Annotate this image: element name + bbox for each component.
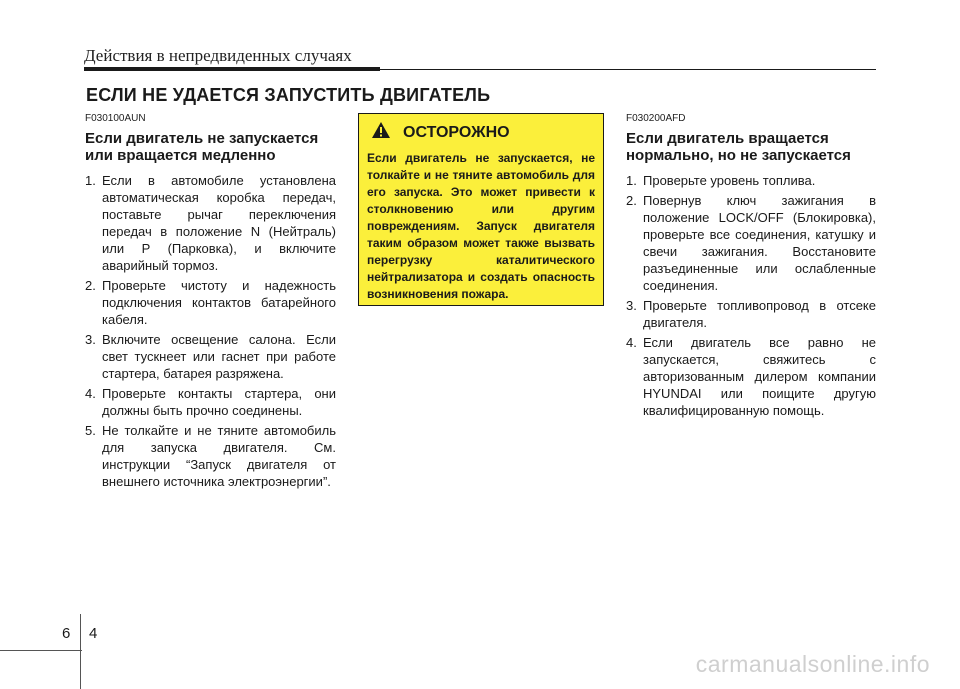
list-item: 4. Проверьте контакты стартера, они должны быть прочно соединены. [85,386,336,418]
footer-horizontal-rule [0,650,82,651]
list-item: 3. Проверьте топливопровод в отсеке двигателя. [626,298,876,330]
list-item: 1. Проверьте уровень топлива. [626,173,816,188]
warning-heading: ОСТОРОЖНО [403,123,510,141]
list-item: 3. Включите освещение салона. Если свет тускнеет или гаснет при работе стартера, батарея разряжена. [85,332,336,381]
page-number: 4 [89,625,98,642]
watermark: carmanualsonline.info [695,651,930,677]
left-steps-list [85,172,336,490]
page-section-number: 6 [62,625,71,642]
warning-text: Если двигатель не запускается, не толкайте и не тяните автомобиль для его запуска. Это может привести к столкновению или другим повреждениям. Запуск двигателя таким образом может также вызвать перегрузку каталитического нейтрализатора и создать опасность возникновения пожара. [367,151,595,301]
list-item: 2. Проверьте чистоту и надежность подключения контактов батарейного кабеля. [85,278,336,327]
section-title: ЕСЛИ НЕ УДАЕТСЯ ЗАПУСТИТЬ ДВИГАТЕЛЬ [86,85,491,105]
right-subhead: Если двигатель вращается нормально, но не запускается [626,130,851,164]
list-item: 4. Если двигатель все равно не запускается, свяжитесь с авторизованным дилером компании HYUNDAI или поищите другую квалифицированную помощь. [626,335,876,418]
left-column [85,113,336,493]
header-rule-thin [380,69,876,70]
left-subhead: Если двигатель не запускается или вращается медленно [85,130,319,164]
right-column [626,113,876,422]
list-item: 1. Если в автомобиле установлена автоматическая коробка передач, поставьте рычаг переключения передач в положение N (Нейтраль) или P (Парковка), и включите аварийный тормоз. [85,173,336,273]
warning-heading-row [371,121,595,144]
page-header-title: Действия в непредвиденных случаях [84,46,352,65]
right-steps-list [626,172,876,419]
footer-vertical-rule [80,614,81,689]
warning-triangle-icon [371,121,391,144]
list-item: 2. Повернув ключ зажигания в положение LOCK/OFF (Блокировка), проверьте все соединения, катушку и свечи зажигания. Восстановите разъединенные или ослабленные соединения. [626,193,876,293]
list-item: 5. Не толкайте и не тяните автомобиль для запуска двигателя. См. инструкции “Запуск двигателя от внешнего источника электроэнергии”. [85,423,336,489]
header-rule-thick [84,67,380,71]
warning-box [358,113,604,306]
left-section-code: F030100AUN [85,113,146,124]
right-section-code: F030200AFD [626,113,686,124]
